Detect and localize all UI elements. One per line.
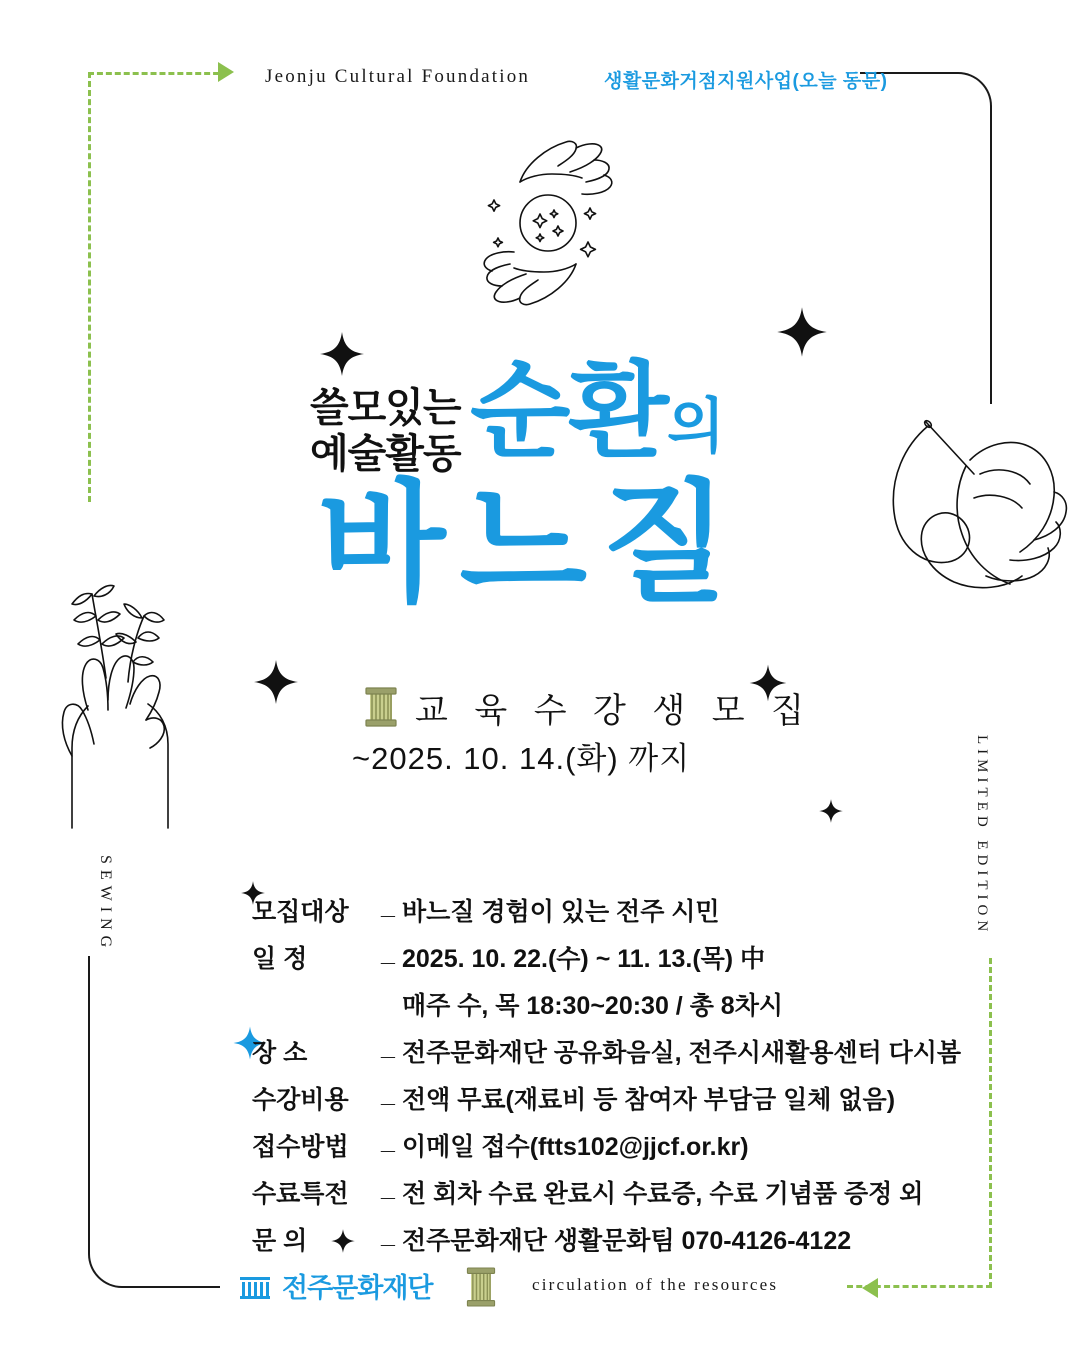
info-row (252, 1174, 1012, 1210)
info-row (252, 892, 1012, 928)
sparkle-icon (318, 330, 366, 378)
info-row (252, 1127, 1012, 1163)
info-value: 전액 무료(재료비 등 참여자 부담금 일체 없음) (402, 1086, 896, 1114)
sparkle-icon (818, 798, 844, 824)
info-label: 수강비용 (252, 1086, 349, 1114)
info-row (252, 986, 1012, 1022)
sparkle-icon (775, 305, 829, 359)
info-value: 전 회차 수료 완료시 수료증, 수료 기념품 증정 외 (402, 1180, 924, 1208)
info-label: 모집대상 (252, 898, 349, 926)
info-row (252, 1080, 1012, 1116)
info-row (252, 1221, 1012, 1257)
info-label: 문 의 (252, 1227, 308, 1255)
info-row (252, 1033, 1012, 1069)
hand-with-needle-illustration (870, 400, 1070, 670)
info-value: 전주문화재단 공유화음실, 전주시새활용센터 다시봄 (402, 1039, 962, 1067)
arrow-left-icon (862, 1278, 878, 1298)
info-row (252, 939, 1012, 975)
arrow-right-icon (218, 62, 234, 82)
info-value: 매주 수, 목 18:30~20:30 / 총 8차시 (402, 992, 784, 1020)
organization-name-en: Jeonju Cultural Foundation (265, 66, 531, 87)
title-main-line2: 바느질 (318, 470, 743, 617)
title-main-word: 순환 (470, 354, 667, 470)
info-label: 수료특전 (252, 1180, 349, 1208)
jeonju-foundation-logo-icon (238, 1269, 272, 1303)
title-main-suffix: 의 (666, 393, 723, 460)
info-label: 장 소 (252, 1039, 308, 1067)
info-label: 일 정 (252, 945, 308, 973)
info-value: 2025. 10. 22.(수) ~ 11. 13.(목) 中 (402, 945, 766, 973)
footer-logo (238, 1266, 433, 1305)
side-label-sewing: SEWING (97, 855, 114, 954)
corner-frame-bottom-left (88, 956, 220, 1288)
title-main-line1 (470, 354, 723, 470)
hand-with-plant-illustration (20, 498, 195, 838)
subheading-line2: ~2025. 10. 14.(화) 까지 (352, 741, 691, 776)
info-dash: _ (381, 1174, 395, 1202)
info-value-email: 이메일 접수(ftts102@jjcf.or.kr) (402, 1133, 749, 1161)
info-dash: _ (381, 1033, 395, 1061)
footer-tagline: circulation of the resources (532, 1275, 779, 1294)
info-value: 바느질 경험이 있는 전주 시민 (402, 898, 720, 926)
info-value-phone: 전주문화재단 생활문화팀 070-4126-4122 (402, 1227, 852, 1255)
title-small (310, 385, 461, 477)
footer-logo-text: 전주문화재단 (282, 1273, 433, 1303)
thread-spool-icon (462, 1262, 500, 1312)
subheading-line1: 교 육 수 강 생 모 집 (415, 693, 813, 730)
info-dash: _ (381, 1221, 395, 1249)
hands-with-moon-illustration (468, 130, 628, 315)
info-list (252, 892, 1012, 1268)
info-label: 접수방법 (252, 1133, 349, 1161)
info-dash: _ (381, 892, 395, 920)
dashed-line-left-horizontal (88, 72, 228, 75)
thread-spool-icon (360, 684, 402, 730)
title-small-line2: 예술활동 (310, 432, 461, 476)
program-name-kr: 생활문화거점지원사업(오늘 동문) (604, 71, 888, 92)
info-dash: _ (381, 939, 395, 967)
dashed-line-left-vertical (88, 72, 91, 502)
info-dash: _ (381, 1127, 395, 1155)
title-small-line1: 쓸모있는 (310, 386, 461, 430)
info-dash: _ (381, 1080, 395, 1108)
corner-frame-top-right (860, 72, 992, 404)
side-label-limited-edition: LIMITED EDITION (974, 735, 990, 937)
sparkle-icon (252, 658, 300, 706)
